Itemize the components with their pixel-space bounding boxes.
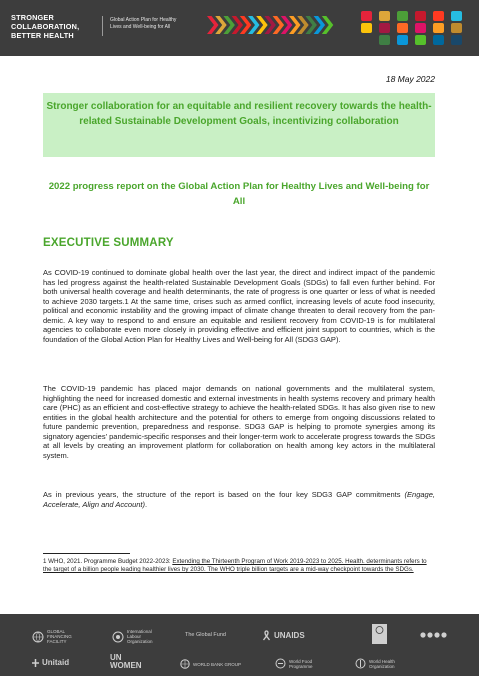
sdg-tile — [397, 35, 408, 45]
brand-line: STRONGER — [11, 13, 54, 22]
brand-subtitle-line: Global Action Plan for Healthy — [110, 17, 177, 23]
sdg-tile — [433, 35, 444, 45]
footnote — [43, 558, 435, 575]
brand-line: BETTER HEALTH — [11, 31, 74, 40]
gff-logo-text: GLOBAL FINANCING FACILITY — [47, 629, 72, 644]
gap-commitments: (Engage, Accelerate, Align and Account) — [43, 490, 435, 509]
brand-divider — [102, 16, 103, 36]
un-women-logo-text: UN WOMEN — [110, 653, 142, 670]
report-date: 18 May 2022 — [385, 74, 435, 84]
unaids-logo — [262, 630, 305, 641]
paragraph-3-end: . — [145, 499, 148, 509]
footnote-text: 1 WHO, 2021. Programme Budget 2022-2023: — [43, 558, 173, 565]
brand-subtitle-line: Lives and Well-being for All — [110, 23, 171, 30]
wfp-logo — [275, 658, 321, 669]
paragraph-3 — [43, 490, 435, 509]
wfp-wreath-icon — [275, 658, 286, 669]
sdg-tile — [433, 11, 444, 21]
paragraph-3-text: As in previous years, the structure of the report is based on the four key SDG3 GAP commitments — [43, 490, 401, 499]
who-logo-text: World Health Organization — [369, 658, 395, 669]
sdg-chevron — [207, 16, 219, 34]
paragraph-2: The COVID-19 pandemic has placed major demands on national governments and the multilateral system, highlighting the need for increased domestic and external investments in health systems recovery and primary health care (PHC) as an efficient and cost-effective strategy to achieve the health-related SDGs. It has also given rise to new entities in the global health architecture and the potential for others to emerge from ongoing discussions related to future pandemic prevention, preparedness and response. SDG3 GAP is helping to promote synergies among its signatory agencies' pandemic-specific responses and their longer-term work to accelerate progress towards the SDGs at all levels by creating an improvement platform for collaboration on health among key actors in the multilateral system. — [43, 384, 435, 460]
brand-line: COLLABORATION, — [11, 22, 80, 31]
sdg-tile — [451, 23, 462, 33]
world-bank-logo-text: WORLD BANK GROUP — [193, 661, 242, 667]
sdg-tile — [397, 11, 408, 21]
sdg-tile — [397, 23, 408, 33]
sdg-tile — [361, 11, 372, 21]
header-banner — [0, 0, 479, 56]
sdg-tile — [379, 23, 390, 33]
unfpa-dots-icon — [420, 631, 448, 639]
executive-summary-heading: EXECUTIVE SUMMARY — [43, 237, 174, 249]
un-women-logo — [110, 654, 150, 670]
sdg-tile — [379, 11, 390, 21]
undp-emblem-icon — [372, 624, 387, 644]
sdg-tile — [415, 11, 426, 21]
ribbon-icon — [262, 630, 271, 641]
undp-logo — [372, 624, 387, 644]
sdg-tile — [361, 23, 372, 33]
footnote-rule — [43, 553, 130, 554]
sdg-chevron-arrows — [205, 14, 341, 36]
partner-logos-footer — [0, 614, 479, 676]
sdg-tile — [379, 35, 390, 45]
global-fund-logo — [185, 633, 226, 638]
plus-icon — [32, 659, 39, 667]
sdg-tile — [451, 35, 462, 45]
who-emblem-icon — [355, 658, 366, 669]
unfpa-logo — [420, 631, 448, 639]
sdg-tile — [415, 23, 426, 33]
sdg-tile — [451, 11, 462, 21]
unaids-logo-text: UNAIDS — [274, 631, 305, 640]
report-title: Stronger collaboration for an equitable and resilient recovery towards the health-related Sustainable Development Goals, incentivizing collaboration — [46, 101, 432, 127]
world-bank-logo — [180, 659, 241, 669]
report-subtitle: 2022 progress report on the Global Action Plan for Healthy Lives and Well-being for All — [48, 181, 430, 207]
sdg-tile — [415, 35, 426, 45]
who-logo — [355, 658, 405, 669]
global-fund-logo-text: The Global Fund — [185, 632, 226, 638]
gff-logo — [32, 629, 81, 644]
world-bank-globe-icon — [180, 659, 190, 669]
unitaid-logo — [32, 658, 69, 667]
footnote-link[interactable]: Extending the Thirteenth Program of Work 2019-2023 to 2025. Health. determinants refers to the target of a billion people leading healthier lives by 2030. The WHO triple billion targets are a mid-way checkpoint towards the SDGs. — [43, 558, 427, 574]
ilo-logo-text: International Labour Organization — [127, 629, 153, 644]
ilo-emblem-icon — [112, 631, 124, 643]
ilo-logo — [112, 629, 165, 644]
sdg-tile — [433, 23, 444, 33]
brand-wordmark — [11, 13, 79, 40]
title-box — [43, 93, 435, 157]
globe-icon — [32, 631, 44, 643]
sdg-goal-tiles — [357, 9, 469, 47]
unitaid-logo-text: Unitaid — [42, 658, 70, 667]
paragraph-1: As COVID-19 continued to dominate global health over the last year, the direct and indirect impact of the pandemic has led progress against the health-related Sustainable Development Goals (SDGs) to fall even further behind. For both universal health coverage and health determinants, the rate of progress is one quarter or less of what is needed to achieve 2030 targets.1 At the same time, crises such as armed conflict, increasing levels of acute food insecurity, political and economic instability and the growing impact of climate change threaten to derail recovery from the pan- demic. A key way to respond to and ensure an equitable and resilient recovery from COVID-19 is for multilateral agencies to collaborate even more closely in providing effective and efficient joint support to countries, which is the foundation of the Global Action Plan for Healthy Lives and Well-being for All (SDG3 GAP). — [43, 268, 435, 344]
wfp-logo-text: World Food Programme — [289, 658, 313, 669]
brand-subtitle — [110, 17, 176, 30]
